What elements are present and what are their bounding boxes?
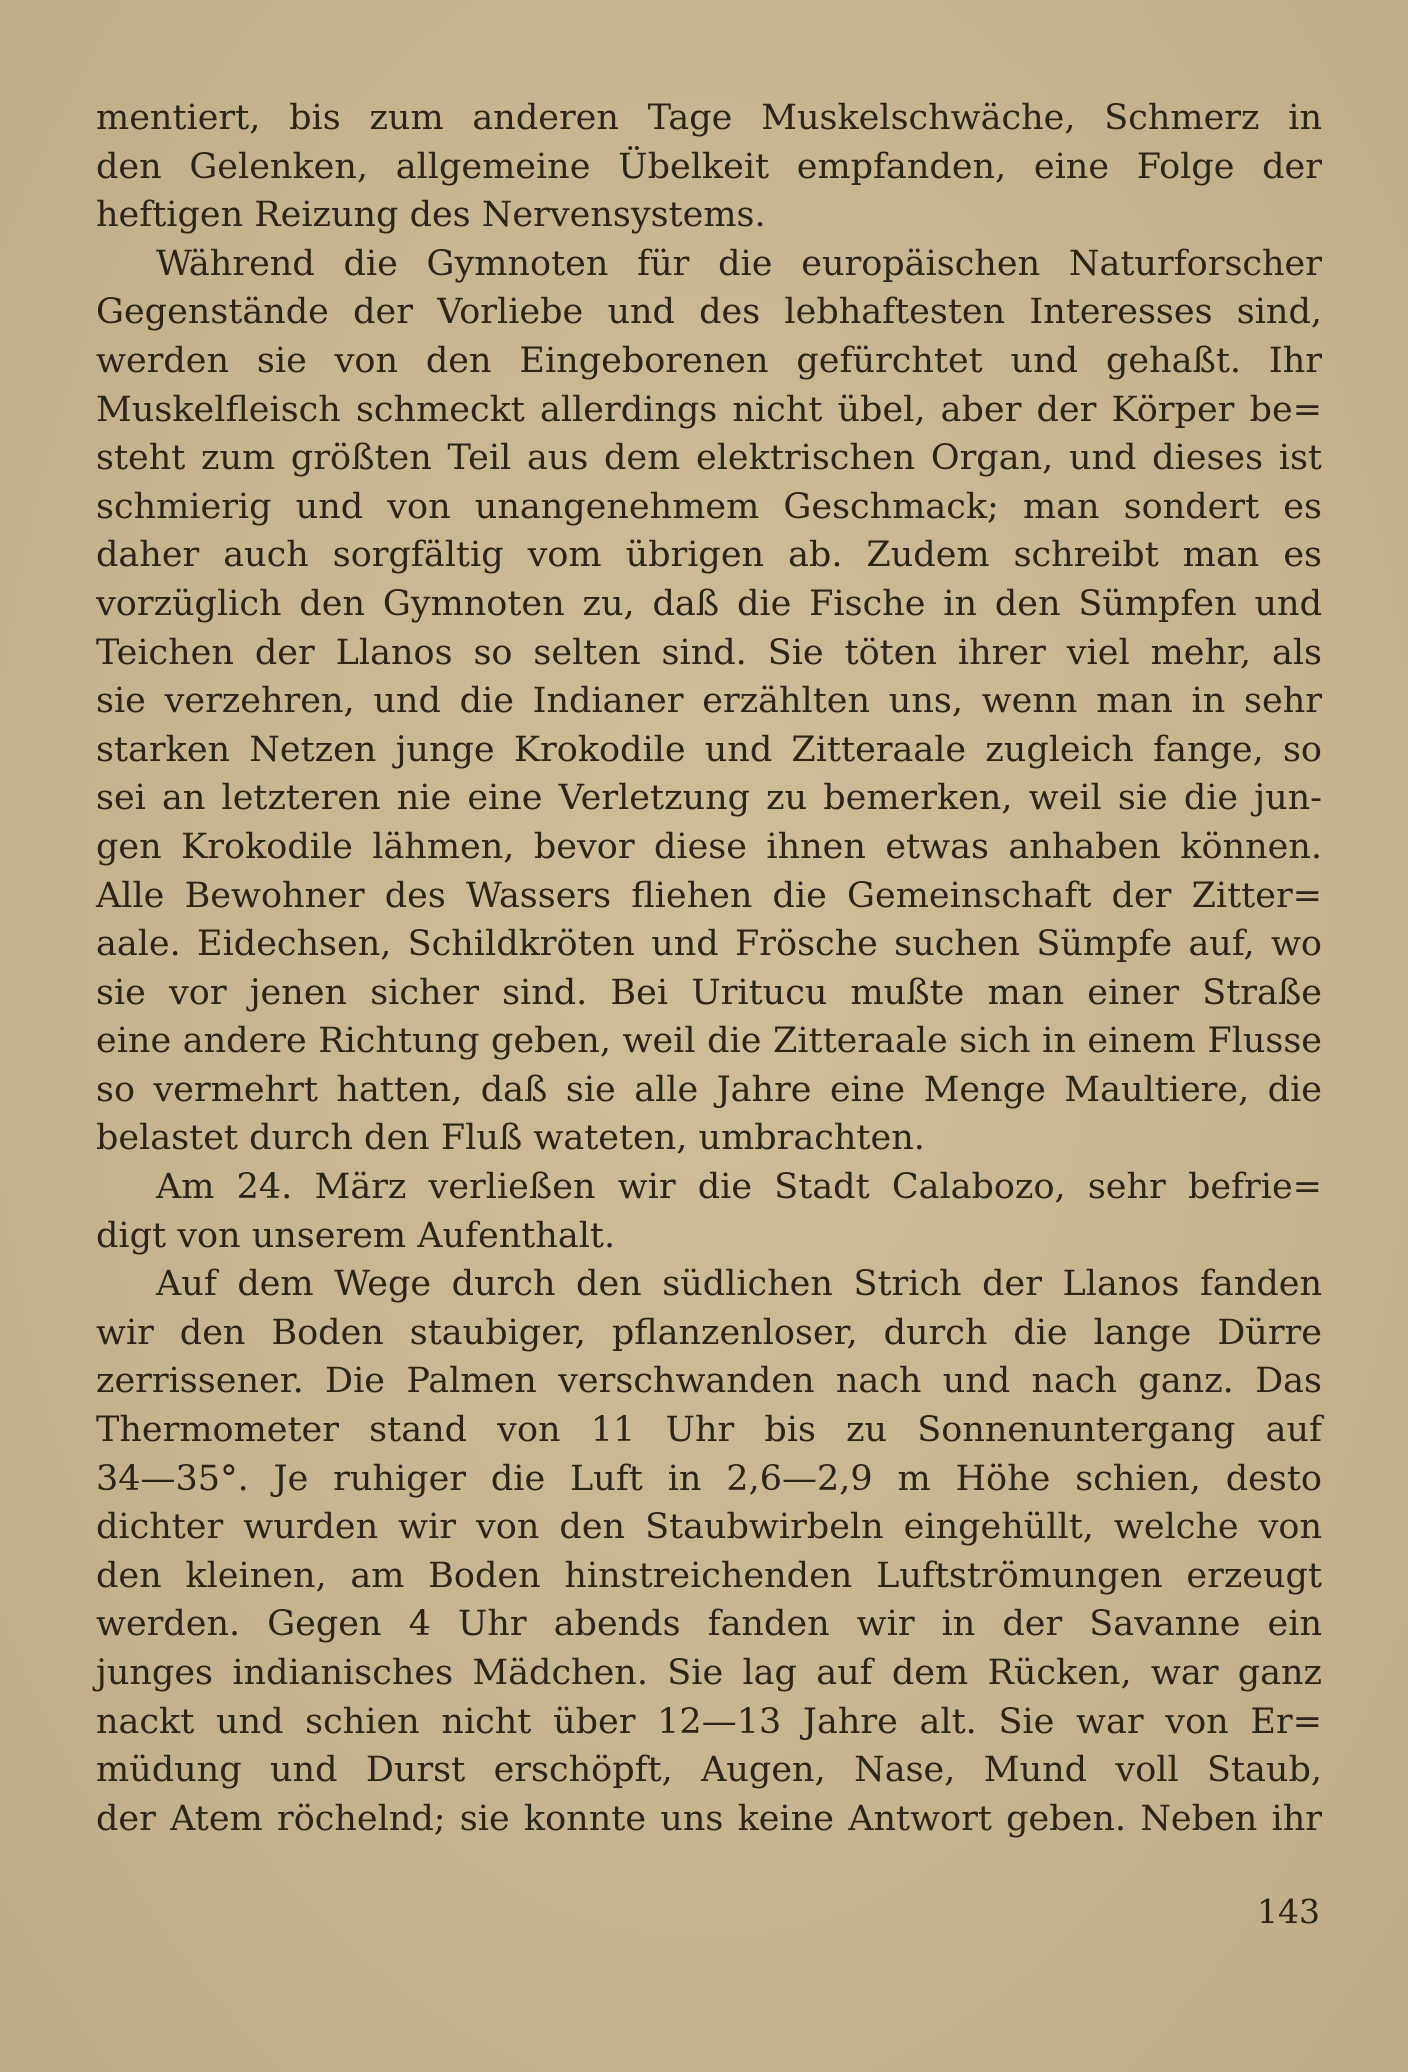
text-line: daher auch sorgfältig vom übrigen ab. Zudem schreibt man es: [96, 535, 1322, 576]
text-line: 34—35°. Je ruhiger die Luft in 2,6—2,9 m Höhe schien, desto: [96, 1458, 1322, 1499]
text-line: Muskelfleisch schmeckt allerdings nicht übel, aber der Körper be=: [96, 389, 1322, 430]
text-line: werden sie von den Eingeborenen gefürchtet und gehaßt. Ihr: [96, 340, 1322, 381]
text-line: nackt und schien nicht über 12—13 Jahre alt. Sie war von Er=: [96, 1701, 1322, 1742]
text-line: Am 24. März verließen wir die Stadt Calabozo, sehr befrie=: [156, 1167, 1322, 1208]
text-line: so vermehrt hatten, daß sie alle Jahre eine Menge Maultiere, die: [96, 1069, 1322, 1110]
text-line: aale. Eidechsen, Schildkröten und Frösche suchen Sümpfe auf, wo: [96, 924, 1322, 965]
text-line: digt von unserem Aufenthalt.: [96, 1215, 616, 1256]
text-line: mentiert, bis zum anderen Tage Muskelschwäche, Schmerz in: [96, 98, 1322, 138]
text-line: müdung und Durst erschöpft, Augen, Nase, Mund voll Staub,: [96, 1750, 1322, 1791]
text-line: der Atem röchelnd; sie konnte uns keine Antwort geben. Neben ihr: [96, 1798, 1322, 1839]
text-line: Während die Gymnoten für die europäischen Naturforscher: [156, 243, 1322, 284]
text-line: den Gelenken, allgemeine Übelkeit empfanden, eine Folge der: [96, 146, 1322, 187]
text-line: vorzüglich den Gymnoten zu, daß die Fische in den Sümpfen und: [96, 583, 1322, 624]
text-line: sie vor jenen sicher sind. Bei Uritucu mußte man einer Straße: [96, 972, 1322, 1013]
text-line: Thermometer stand von 11 Uhr bis zu Sonnenuntergang auf: [96, 1410, 1322, 1451]
text-line: wir den Boden staubiger, pflanzenloser, durch die lange Dürre: [96, 1312, 1322, 1353]
text-line: eine andere Richtung geben, weil die Zitteraale sich in einem Flusse: [96, 1021, 1322, 1062]
text-line: junges indianisches Mädchen. Sie lag auf dem Rücken, war ganz: [96, 1653, 1322, 1693]
page-number: 143: [1257, 1892, 1320, 1931]
text-line: schmierig und von unangenehmem Geschmack; man sondert es: [96, 486, 1322, 527]
text-line: starken Netzen junge Krokodile und Zitteraale zugleich fange, so: [96, 729, 1322, 770]
body-text: [96, 94, 1322, 1843]
text-line: sei an letzteren nie eine Verletzung zu bemerken, weil sie die jun-: [96, 778, 1322, 819]
text-line: werden. Gegen 4 Uhr abends fanden wir in der Savanne ein: [96, 1604, 1322, 1645]
text-line: gen Krokodile lähmen, bevor diese ihnen etwas anhaben können.: [96, 826, 1322, 867]
text-line: Alle Bewohner des Wassers fliehen die Gemeinschaft der Zitter=: [96, 875, 1322, 916]
text-line: steht zum größten Teil aus dem elektrischen Organ, und dieses ist: [96, 438, 1322, 479]
text-line: zerrissener. Die Palmen verschwanden nach und nach ganz. Das: [96, 1361, 1322, 1402]
text-line: den kleinen, am Boden hinstreichenden Luftströmungen erzeugt: [96, 1555, 1322, 1596]
text-line: sie verzehren, und die Indianer erzählten uns, wenn man in sehr: [96, 681, 1322, 722]
text-line: heftigen Reizung des Nervensystems.: [96, 195, 766, 236]
text-line: belastet durch den Fluß wateten, umbrachten.: [96, 1118, 925, 1159]
text-line: Teichen der Llanos so selten sind. Sie töten ihrer viel mehr, als: [96, 632, 1322, 673]
text-line: Gegenstände der Vorliebe und des lebhaftesten Interesses sind,: [96, 292, 1322, 333]
text-line: Auf dem Wege durch den südlichen Strich der Llanos fanden: [156, 1264, 1322, 1305]
text-line: dichter wurden wir von den Staubwirbeln eingehüllt, welche von: [96, 1507, 1322, 1548]
